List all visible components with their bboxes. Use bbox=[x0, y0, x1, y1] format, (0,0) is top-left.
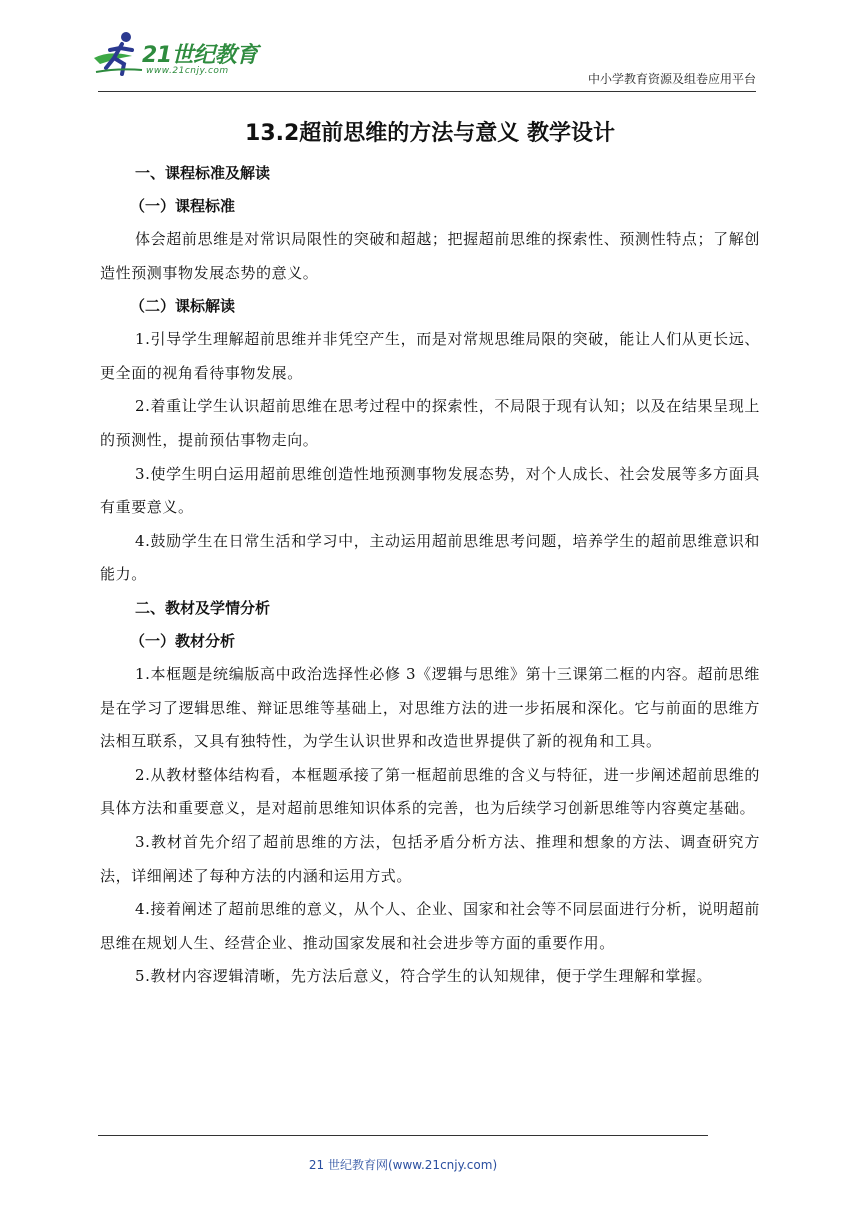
runner-logo-icon bbox=[92, 28, 148, 80]
paragraph: 4.接着阐述了超前思维的意义，从个人、企业、国家和社会等不同层面进行分析，说明超前思维在规划人生、经营企业、推动国家发展和社会进步等方面的重要作用。 bbox=[100, 900, 760, 952]
header-divider bbox=[98, 91, 756, 92]
footer-divider bbox=[98, 1135, 708, 1136]
subsection-heading: （一）课程标准 bbox=[130, 197, 236, 215]
paragraph: 1.本框题是统编版高中政治选择性必修 3《逻辑与思维》第十三课第二框的内容。超前思维是在学习了逻辑思维、辩证思维等基础上，对思维方法的进一步拓展和深化。它与前面的思维方法相互联系，又具有独特性，为学生认识世界和改造世界提供了新的视角和工具。 bbox=[100, 664, 760, 751]
logo-url: www.21cnjy.com bbox=[146, 66, 229, 76]
section-list bbox=[100, 157, 760, 994]
section-heading: 一、课程标准及解读 bbox=[135, 164, 271, 182]
subsection-heading: （二）课标解读 bbox=[130, 297, 236, 316]
paragraph: 4.鼓励学生在日常生活和学习中，主动运用超前思维思考问题，培养学生的超前思维意识和能力。 bbox=[100, 531, 760, 584]
logo-text: 21世纪教育 bbox=[142, 43, 258, 68]
paragraph: 3.使学生明白运用超前思维创造性地预测事物发展态势，对个人成长、社会发展等多方面具有重要意义。 bbox=[100, 464, 760, 517]
paragraph: 体会超前思维是对常识局限性的突破和超越；把握超前思维的探索性、预测性特点；了解创造性预测事物发展态势的意义。 bbox=[100, 230, 760, 282]
subsection-heading: （一）教材分析 bbox=[130, 631, 236, 650]
document-title: 13.2超前思维的方法与意义 教学设计 bbox=[245, 121, 615, 146]
site-logo[interactable] bbox=[92, 28, 262, 84]
paragraph: 1.引导学生理解超前思维并非凭空产生，而是对常规思维局限的突破，能让人们从更长远、更全面的视角看待事物发展。 bbox=[100, 330, 760, 382]
document-body bbox=[100, 117, 760, 994]
platform-name: 中小学教育资源及组卷应用平台 bbox=[587, 72, 756, 86]
paragraph: 5.教材内容逻辑清晰，先方法后意义，符合学生的认知规律，便于学生理解和掌握。 bbox=[135, 967, 713, 986]
paragraph: 3.教材首先介绍了超前思维的方法，包括矛盾分析方法、推理和想象的方法、调查研究方法，详细阐述了每种方法的内涵和运用方式。 bbox=[100, 832, 760, 885]
paragraph: 2.从教材整体结构看，本框题承接了第一框超前思维的含义与特征，进一步阐述超前思维的具体方法和重要意义，是对超前思维知识体系的完善，也为后续学习创新思维等内容奠定基础。 bbox=[100, 765, 760, 818]
section-heading: 二、教材及学情分析 bbox=[135, 598, 271, 617]
paragraph: 2.着重让学生认识超前思维在思考过程中的探索性，不局限于现有认知；以及在结果呈现上的预测性，提前预估事物走向。 bbox=[100, 397, 760, 449]
footer-link[interactable]: 21 世纪教育网(www.21cnjy.com) bbox=[308, 1158, 498, 1172]
page-header bbox=[0, 0, 860, 100]
